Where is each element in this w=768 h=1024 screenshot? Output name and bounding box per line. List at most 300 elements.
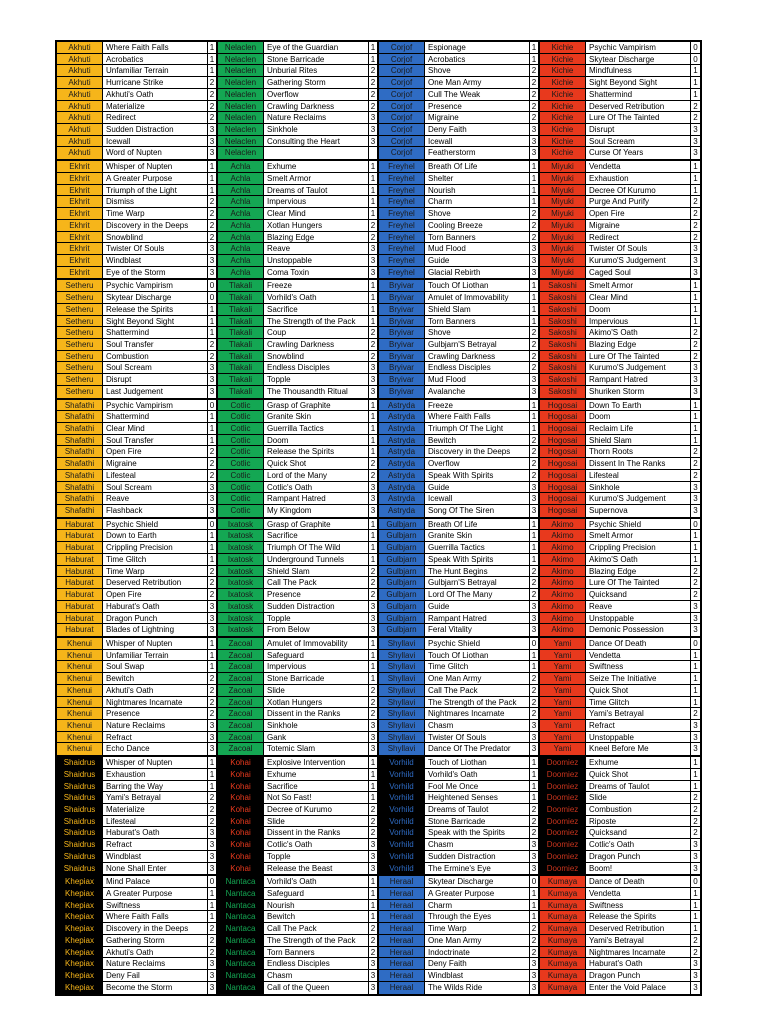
ability-level: 3 [208, 613, 218, 625]
ability-level: 1 [691, 673, 701, 685]
ability-name: Shattermind [103, 411, 208, 423]
ability-name: Dissent in the Ranks [264, 708, 369, 720]
ability-level: 2 [530, 923, 540, 935]
hero-name: Shyllavi [379, 661, 425, 673]
ability-level: 1 [369, 280, 379, 292]
hero-name: Gulbjarn [379, 613, 425, 625]
hero-name: Kichie [540, 65, 586, 77]
ability-name: Psychic Shield [425, 638, 530, 650]
ability-level: 1 [691, 65, 701, 77]
ability-name: Chasm [425, 720, 530, 732]
hero-group [57, 636, 701, 755]
ability-level: 2 [208, 577, 218, 589]
hero-name: Akhuti [57, 112, 103, 124]
hero-name: Kumaya [540, 923, 586, 935]
hero-name: Gulbjarn [379, 519, 425, 531]
ability-level: 2 [691, 470, 701, 482]
ability-name: Clear Mind [264, 208, 369, 220]
ability-level: 1 [208, 54, 218, 66]
hero-name: Ixatosk [218, 566, 264, 578]
ability-name: Gank [264, 732, 369, 744]
ability-name: Quick Shot [586, 769, 691, 781]
ability-name: Torn Banners [264, 947, 369, 959]
ability-level: 1 [208, 304, 218, 316]
ability-name: One Man Army [425, 673, 530, 685]
hero-name: Ixatosk [218, 530, 264, 542]
hero-name: Akimo [540, 530, 586, 542]
ability-level: 2 [369, 804, 379, 816]
ability-level: 3 [691, 482, 701, 494]
ability-name: Migraine [586, 220, 691, 232]
hero-name: Zacoal [218, 732, 264, 744]
ability-level: 2 [530, 458, 540, 470]
hero-name: Setheru [57, 280, 103, 292]
ability-level: 2 [208, 685, 218, 697]
ability-level: 1 [530, 542, 540, 554]
ability-name: Consulting the Heart [264, 136, 369, 148]
ability-name: Coup [264, 327, 369, 339]
ability-level: 2 [691, 208, 701, 220]
ability-level: 1 [691, 435, 701, 447]
hero-name: Cotlic [218, 482, 264, 494]
hero-name: Setheru [57, 316, 103, 328]
ability-name: Flashback [103, 505, 208, 517]
hero-name: Gulbjarn [379, 554, 425, 566]
ability-level: 2 [369, 589, 379, 601]
ability-name: Unfamiliar Terrain [103, 650, 208, 662]
ability-level: 1 [530, 519, 540, 531]
ability-level: 3 [530, 613, 540, 625]
hero-name: Kohai [218, 816, 264, 828]
ability-name: Exhume [264, 161, 369, 173]
ability-name: Call The Pack [425, 685, 530, 697]
hero-group [57, 874, 701, 993]
hero-name: Kohai [218, 851, 264, 863]
ability-name: Coma Toxin [264, 267, 369, 279]
ability-name: Topple [264, 374, 369, 386]
ability-name: The Thousandth Ritual [264, 386, 369, 398]
hero-name: Cotlic [218, 505, 264, 517]
hero-name: Yami [540, 743, 586, 755]
hero-name: Kohai [218, 792, 264, 804]
hero-name: Miyuki [540, 208, 586, 220]
ability-level: 3 [208, 624, 218, 636]
ability-level: 1 [369, 316, 379, 328]
hero-name: Zacoal [218, 720, 264, 732]
ability-level: 1 [369, 542, 379, 554]
hero-name: Astryda [379, 505, 425, 517]
ability-name: Charm [425, 900, 530, 912]
ability-level: 2 [369, 685, 379, 697]
hero-name: Astryda [379, 493, 425, 505]
hero-name: Vorhild [379, 827, 425, 839]
hero-name: Freyhel [379, 243, 425, 255]
ability-level: 3 [208, 743, 218, 755]
hero-name: Achla [218, 173, 264, 185]
hero-name: Zacoal [218, 661, 264, 673]
hero-name: Freyhel [379, 196, 425, 208]
ability-level: 1 [369, 435, 379, 447]
hero-name: Hogosai [540, 470, 586, 482]
ability-name: Boom! [586, 863, 691, 875]
ability-name: Akhuti's Oath [103, 89, 208, 101]
hero-name: Cotlic [218, 435, 264, 447]
hero-name: Akimo [540, 519, 586, 531]
ability-name: Dissent in the Ranks [264, 827, 369, 839]
ability-name: Lure Of The Tainted [586, 577, 691, 589]
ability-name: Guide [425, 601, 530, 613]
ability-level: 2 [691, 232, 701, 244]
ability-name: Swiftness [103, 900, 208, 912]
ability-name: The Strength of the Pack [425, 697, 530, 709]
ability-level: 3 [530, 147, 540, 159]
ability-level: 1 [530, 316, 540, 328]
ability-name: Blazing Edge [586, 566, 691, 578]
hero-name: Ekhrit [57, 243, 103, 255]
ability-name: Skytear Discharge [103, 292, 208, 304]
hero-name: Khepiax [57, 982, 103, 994]
ability-level: 1 [691, 77, 701, 89]
ability-level: 2 [208, 196, 218, 208]
ability-name: Dragon Punch [586, 970, 691, 982]
ability-level: 3 [530, 243, 540, 255]
ability-name: Crawling Darkness [264, 101, 369, 113]
hero-name: Tlakali [218, 374, 264, 386]
hero-name: Akhuti [57, 54, 103, 66]
ability-name: Enter the Void Palace [586, 982, 691, 994]
ability-name: Riposte [586, 816, 691, 828]
ability-name: Through the Eyes [425, 911, 530, 923]
hero-name: Bryivar [379, 386, 425, 398]
ability-name: Eye of the Guardian [264, 42, 369, 54]
ability-level: 1 [369, 173, 379, 185]
ability-name: Refract [103, 839, 208, 851]
ability-name: Quicksand [586, 589, 691, 601]
ability-name: One Man Army [425, 935, 530, 947]
hero-name: Vorhild [379, 863, 425, 875]
hero-name: Miyuki [540, 185, 586, 197]
ability-level: 2 [530, 435, 540, 447]
ability-name: Refract [586, 720, 691, 732]
hero-name: Vorhild [379, 769, 425, 781]
ability-name: Open Fire [586, 208, 691, 220]
hero-name: Kichie [540, 124, 586, 136]
ability-name: Caged Soul [586, 267, 691, 279]
ability-name: Bewitch [425, 435, 530, 447]
hero-name: Miyuki [540, 173, 586, 185]
hero-name: Heraal [379, 923, 425, 935]
hero-name: Tlakali [218, 362, 264, 374]
ability-name: Vorhild's Oath [425, 769, 530, 781]
ability-name: Yami's Betrayal [586, 935, 691, 947]
ability-name: A Greater Purpose [103, 173, 208, 185]
ability-name: Quicksand [586, 827, 691, 839]
ability-name: Avalanche [425, 386, 530, 398]
hero-name: Khenui [57, 685, 103, 697]
ability-level: 3 [369, 743, 379, 755]
ability-name: Heightened Senses [425, 792, 530, 804]
ability-level: 3 [208, 136, 218, 148]
ability-name: Demonic Possession [586, 624, 691, 636]
ability-name: Open Fire [103, 589, 208, 601]
hero-name: Miyuki [540, 161, 586, 173]
ability-level: 2 [691, 112, 701, 124]
ability-level: 1 [530, 769, 540, 781]
ability-level: 2 [369, 923, 379, 935]
hero-name: Setheru [57, 339, 103, 351]
hero-name: Khepiax [57, 900, 103, 912]
ability-level: 3 [691, 839, 701, 851]
ability-name: Touch Of Liothan [425, 280, 530, 292]
hero-name: Cotlic [218, 493, 264, 505]
hero-name: Shafathi [57, 400, 103, 412]
ability-level: 1 [369, 196, 379, 208]
ability-level: 3 [691, 601, 701, 613]
ability-level: 2 [530, 673, 540, 685]
hero-name: Freyhel [379, 185, 425, 197]
ability-name: Unstoppable [264, 255, 369, 267]
ability-level: 2 [369, 220, 379, 232]
ability-level: 1 [530, 161, 540, 173]
hero-name: Setheru [57, 292, 103, 304]
ability-level: 1 [530, 423, 540, 435]
hero-name: Nelaclen [218, 65, 264, 77]
ability-level: 3 [208, 362, 218, 374]
ability-name: The Hunt Begins [425, 566, 530, 578]
ability-level: 3 [369, 267, 379, 279]
hero-name: Shafathi [57, 435, 103, 447]
hero-name: Sakoshi [540, 292, 586, 304]
ability-name: Skytear Discharge [425, 876, 530, 888]
ability-name: Amulet of Immovability [264, 638, 369, 650]
ability-name: Shove [425, 327, 530, 339]
ability-level: 2 [369, 77, 379, 89]
hero-name: Gulbjarn [379, 542, 425, 554]
ability-name: Totemic Slam [264, 743, 369, 755]
ability-name: Unstoppable [586, 732, 691, 744]
ability-name: Triumph Of The Wild [264, 542, 369, 554]
hero-name: Miyuki [540, 220, 586, 232]
ability-level: 1 [208, 42, 218, 54]
ability-name: Guide [425, 255, 530, 267]
hero-name: Haburat [57, 566, 103, 578]
ability-level: 2 [208, 77, 218, 89]
ability-level: 2 [369, 65, 379, 77]
ability-level: 3 [530, 839, 540, 851]
ability-name: Purge And Purify [586, 196, 691, 208]
ability-name: Migraine [103, 458, 208, 470]
hero-name: Kumaya [540, 947, 586, 959]
ability-name: Breath Of Life [425, 519, 530, 531]
ability-name: Mud Flood [425, 243, 530, 255]
ability-level: 2 [208, 935, 218, 947]
ability-level: 1 [369, 769, 379, 781]
ability-name: Mind Palace [103, 876, 208, 888]
ability-name: Quick Shot [264, 458, 369, 470]
hero-name: Akhuti [57, 77, 103, 89]
ability-level: 2 [208, 232, 218, 244]
ability-name: Call The Pack [264, 923, 369, 935]
ability-name: The Wilds Ride [425, 982, 530, 994]
ability-level: 2 [208, 566, 218, 578]
hero-name: Yami [540, 697, 586, 709]
hero-name: Miyuki [540, 232, 586, 244]
ability-level: 3 [208, 243, 218, 255]
ability-level: 3 [691, 386, 701, 398]
ability-name: Doom [264, 435, 369, 447]
hero-name: Shaidrus [57, 781, 103, 793]
hero-name: Freyhel [379, 220, 425, 232]
ability-name: Dismiss [103, 196, 208, 208]
ability-level: 2 [691, 792, 701, 804]
ability-level: 1 [691, 185, 701, 197]
hero-name: Bryivar [379, 327, 425, 339]
ability-level: 1 [208, 173, 218, 185]
ability-name: Nourish [264, 900, 369, 912]
hero-name: Sakoshi [540, 362, 586, 374]
hero-name: Kohai [218, 757, 264, 769]
hero-name: Tlakali [218, 316, 264, 328]
hero-name: Khenui [57, 732, 103, 744]
ability-level: 3 [369, 493, 379, 505]
ability-level: 3 [208, 267, 218, 279]
ability-level: 1 [530, 173, 540, 185]
ability-level: 1 [530, 530, 540, 542]
hero-name: Cotlic [218, 446, 264, 458]
ability-name: Deny Faith [425, 958, 530, 970]
hero-name: Astryda [379, 423, 425, 435]
ability-name: Shuriken Storm [586, 386, 691, 398]
hero-name: Kohai [218, 839, 264, 851]
ability-level: 1 [369, 900, 379, 912]
ability-level: 2 [369, 708, 379, 720]
ability-name: Slide [586, 792, 691, 804]
hero-name: Akhuti [57, 42, 103, 54]
ability-name: Reave [264, 243, 369, 255]
hero-name: Tlakali [218, 292, 264, 304]
ability-level: 1 [691, 900, 701, 912]
ability-name: The Ermine's Eye [425, 863, 530, 875]
hero-name: Kumaya [540, 982, 586, 994]
ability-name: Discovery in the Deeps [425, 446, 530, 458]
ability-level: 2 [369, 566, 379, 578]
ability-level: 3 [369, 863, 379, 875]
hero-name: Haburat [57, 601, 103, 613]
ability-name: Chasm [425, 839, 530, 851]
hero-name: Tlakali [218, 386, 264, 398]
hero-name: Vorhild [379, 792, 425, 804]
ability-level: 3 [208, 863, 218, 875]
ability-level: 2 [691, 101, 701, 113]
ability-name: Akimo'S Oath [586, 554, 691, 566]
hero-group [57, 278, 701, 397]
ability-level: 3 [530, 124, 540, 136]
ability-level: 1 [369, 42, 379, 54]
hero-name: Shyllavi [379, 638, 425, 650]
hero-name: Corjof [379, 101, 425, 113]
ability-name: Lifesteal [103, 470, 208, 482]
ability-name: Chasm [264, 970, 369, 982]
ability-level: 2 [208, 208, 218, 220]
ability-level: 2 [369, 458, 379, 470]
ability-name: Quick Shot [586, 685, 691, 697]
hero-name: Tlakali [218, 280, 264, 292]
ability-name: Snowblind [103, 232, 208, 244]
ability-level: 3 [369, 839, 379, 851]
ability-name: Kurumo'S Judgement [586, 493, 691, 505]
ability-level: 3 [691, 982, 701, 994]
hero-name: Yami [540, 673, 586, 685]
ability-level: 3 [530, 958, 540, 970]
ability-level: 2 [208, 947, 218, 959]
ability-name: Akimo'S Oath [586, 327, 691, 339]
ability-name: Time Warp [103, 566, 208, 578]
ability-level: 3 [691, 505, 701, 517]
ability-name: Kneel Before Me [586, 743, 691, 755]
ability-level: 2 [369, 339, 379, 351]
ability-level: 1 [369, 650, 379, 662]
ability-name: Lifesteal [103, 816, 208, 828]
hero-name: Ixatosk [218, 519, 264, 531]
ability-name: Stone Barricade [425, 816, 530, 828]
hero-name: Shafathi [57, 482, 103, 494]
ability-name: Cull The Weak [425, 89, 530, 101]
ability-name: Yami's Betrayal [103, 792, 208, 804]
hero-name: Shaidrus [57, 816, 103, 828]
ability-level: 2 [530, 220, 540, 232]
ability-level: 2 [691, 816, 701, 828]
hero-name: Shafathi [57, 446, 103, 458]
hero-name: Nelaclen [218, 101, 264, 113]
ability-name: Dance Of Death [586, 638, 691, 650]
hero-name: Khenui [57, 673, 103, 685]
hero-name: Corjof [379, 54, 425, 66]
ability-level: 3 [369, 136, 379, 148]
hero-name: Akhuti [57, 147, 103, 159]
ability-name: Sinkhole [264, 720, 369, 732]
hero-group [57, 159, 701, 278]
ability-level: 3 [208, 827, 218, 839]
hero-name: Gulbjarn [379, 577, 425, 589]
ability-name: Akhuti's Oath [103, 947, 208, 959]
ability-name: Smelt Armor [264, 173, 369, 185]
ability-name: Whisper of Nupten [103, 638, 208, 650]
ability-name: Granite Skin [264, 411, 369, 423]
hero-name: Setheru [57, 304, 103, 316]
ability-name: Refract [103, 732, 208, 744]
hero-name: Corjof [379, 77, 425, 89]
ability-level: 3 [530, 267, 540, 279]
hero-name: Bryivar [379, 362, 425, 374]
ability-level: 2 [208, 816, 218, 828]
hero-name: Astryda [379, 446, 425, 458]
ability-name: Disrupt [103, 374, 208, 386]
ability-name: Reave [103, 493, 208, 505]
hero-name: Doomiez [540, 851, 586, 863]
ability-name: Guerrilla Tactics [264, 423, 369, 435]
ability-level: 1 [530, 280, 540, 292]
hero-name: Setheru [57, 362, 103, 374]
hero-name: Nantaca [218, 876, 264, 888]
ability-name: Windblast [425, 970, 530, 982]
ability-level: 1 [369, 888, 379, 900]
hero-name: Setheru [57, 386, 103, 398]
ability-name: The Strength of the Pack [264, 316, 369, 328]
ability-level: 1 [369, 400, 379, 412]
ability-name: My Kingdom [264, 505, 369, 517]
ability-name: Vorhild's Oath [264, 292, 369, 304]
ability-level: 3 [691, 732, 701, 744]
